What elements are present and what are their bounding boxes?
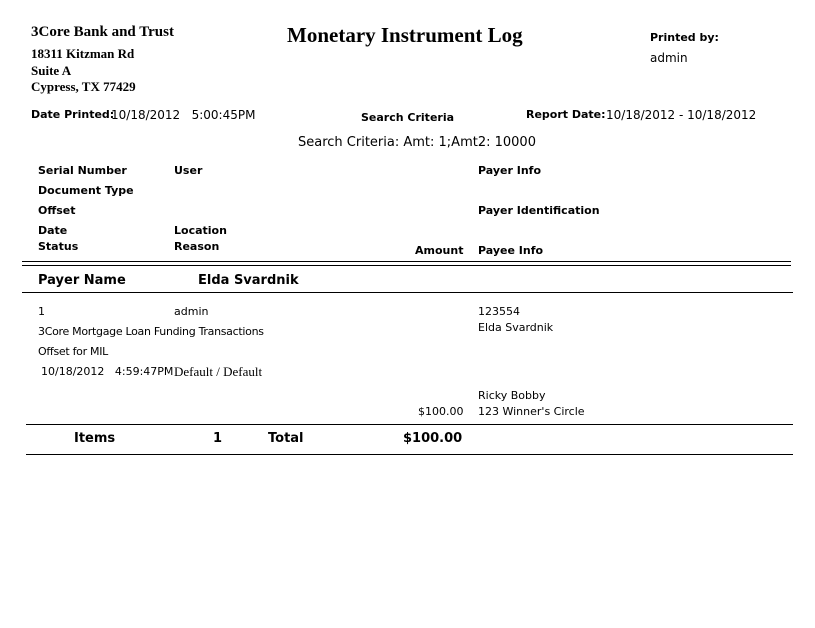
- search-criteria-text: Search Criteria: Amt: 1;Amt2: 10000: [298, 135, 536, 150]
- col-location: Location: [174, 224, 227, 237]
- total-label: Total: [268, 431, 304, 446]
- record-payee-name: Ricky Bobby: [478, 389, 546, 402]
- col-user: User: [174, 164, 203, 177]
- items-value: 1: [213, 431, 223, 446]
- date-printed-value: 10/18/2012 5:00:45PM: [111, 108, 256, 122]
- col-serial-number: Serial Number: [38, 164, 127, 177]
- items-label: Items: [74, 431, 116, 446]
- group-rule: [22, 292, 793, 293]
- totals-rule-top: [26, 424, 793, 425]
- col-offset: Offset: [38, 204, 76, 217]
- printed-by-label: Printed by:: [650, 31, 719, 44]
- col-document-type: Document Type: [38, 184, 134, 197]
- record-serial: 1: [38, 305, 45, 318]
- record-payer-id: 123554: [478, 305, 520, 318]
- record-payer-name: Elda Svardnik: [478, 321, 554, 334]
- col-reason: Reason: [174, 240, 220, 253]
- group-value: Elda Svardnik: [198, 273, 299, 288]
- bank-address-line2: Suite A: [31, 63, 72, 78]
- printed-by-value: admin: [650, 51, 688, 65]
- bank-address-line3: Cypress, TX 77429: [31, 79, 136, 94]
- record-datetime: 10/18/2012 4:59:47PM: [41, 365, 174, 378]
- report-date-label: Report Date:: [526, 108, 606, 121]
- record-location-reason: Default / Default: [174, 364, 263, 379]
- group-label: Payer Name: [38, 273, 126, 288]
- header-rule-top: [22, 261, 791, 262]
- record-offset: Offset for MIL: [38, 345, 108, 358]
- bank-name: 3Core Bank and Trust: [31, 24, 174, 40]
- record-document-type: 3Core Mortgage Loan Funding Transactions: [38, 325, 264, 338]
- report-title: Monetary Instrument Log: [287, 23, 523, 47]
- col-payer-info: Payer Info: [478, 164, 542, 177]
- header-rule-bottom: [22, 265, 791, 266]
- record-amount: $100.00: [418, 405, 464, 418]
- col-payee-info: Payee Info: [478, 244, 544, 257]
- report-date-value: 10/18/2012 - 10/18/2012: [606, 108, 757, 122]
- record-payee-address: 123 Winner's Circle: [478, 405, 585, 418]
- bank-address-line1: 18311 Kitzman Rd: [31, 46, 135, 61]
- col-date: Date: [38, 224, 68, 237]
- col-amount: Amount: [415, 244, 464, 257]
- total-value: $100.00: [403, 431, 463, 446]
- col-payer-identification: Payer Identification: [478, 204, 600, 217]
- col-status: Status: [38, 240, 79, 253]
- totals-rule-bottom: [26, 454, 793, 455]
- record-user: admin: [174, 305, 209, 318]
- search-criteria-heading: Search Criteria: [361, 111, 455, 124]
- date-printed-label: Date Printed:: [31, 108, 115, 121]
